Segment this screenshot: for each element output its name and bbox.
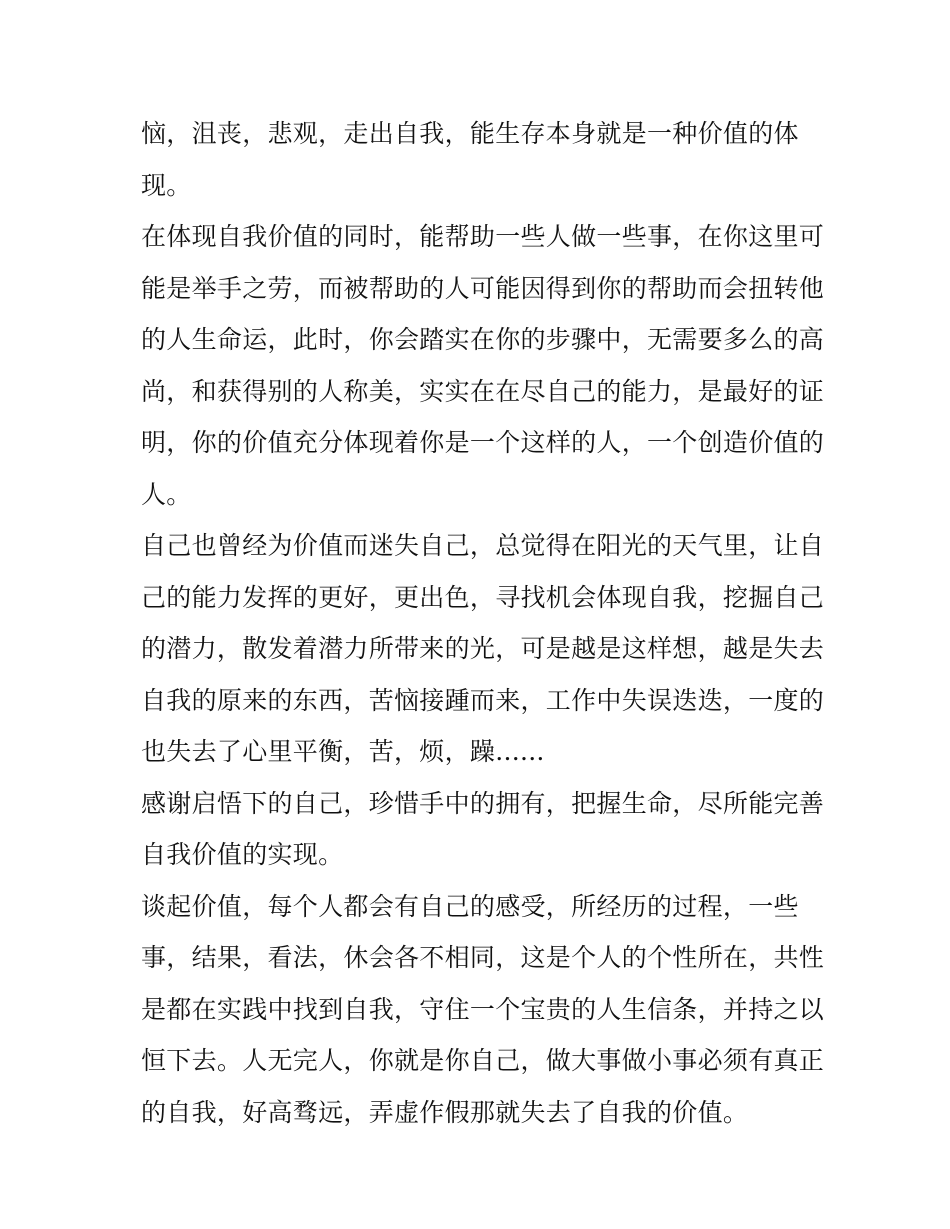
text-line: 恒下去。人无完人，你就是你自己，做大事做小事必须有真正 <box>141 1046 825 1075</box>
text-line: 的潜力，散发着潜力所带来的光，可是越是这样想，越是失去 <box>141 634 825 663</box>
text-line: 在体现自我价值的同时，能帮助一些人做一些事，在你这里可 <box>141 222 825 251</box>
text-line: 明，你的价值充分体现着你是一个这样的人，一个创造价值的 <box>141 428 825 457</box>
text-line: 是都在实践中找到自我，守住一个宝贵的人生信条，并持之以 <box>141 994 825 1024</box>
text-line: 人。 <box>141 479 192 509</box>
text-line: 能是举手之劳，而被帮助的人可能因得到你的帮助而会扭转他 <box>141 273 825 303</box>
text-line: 谈起价值，每个人都会有自己的感受，所经历的过程，一些 <box>141 891 799 921</box>
text-line: 自我的原来的东西，苦恼接踵而来，工作中失误迭迭，一度的 <box>141 685 825 715</box>
body-text <box>141 108 825 1138</box>
text-line: 自己也曾经为价值而迷失自己，总觉得在阳光的天气里，让自 <box>141 531 825 560</box>
text-line: 恼，沮丧，悲观，走出自我，能生存本身就是一种价值的体 <box>141 119 799 148</box>
text-line: 感谢启悟下的自己，珍惜手中的拥有，把握生命，尽所能完善 <box>141 788 825 818</box>
text-line: 己的能力发挥的更好，更出色，寻找机会体现自我，挖掘自己 <box>141 582 825 612</box>
text-line: 也失去了心里平衡，苦，烦，躁...... <box>141 737 545 766</box>
text-line: 事，结果，看法，休会各不相同，这是个人的个性所在，共性 <box>141 943 825 972</box>
text-line: 的人生命运，此时，你会踏实在你的步骤中，无需要多么的高 <box>141 325 825 354</box>
text-line: 现。 <box>141 170 192 200</box>
text-line: 尚，和获得别的人称美，实实在在尽自己的能力，是最好的证 <box>141 376 825 406</box>
text-line: 的自我，好高骛远，弄虚作假那就失去了自我的价值。 <box>141 1097 749 1127</box>
text-line: 自我价值的实现。 <box>141 840 344 869</box>
